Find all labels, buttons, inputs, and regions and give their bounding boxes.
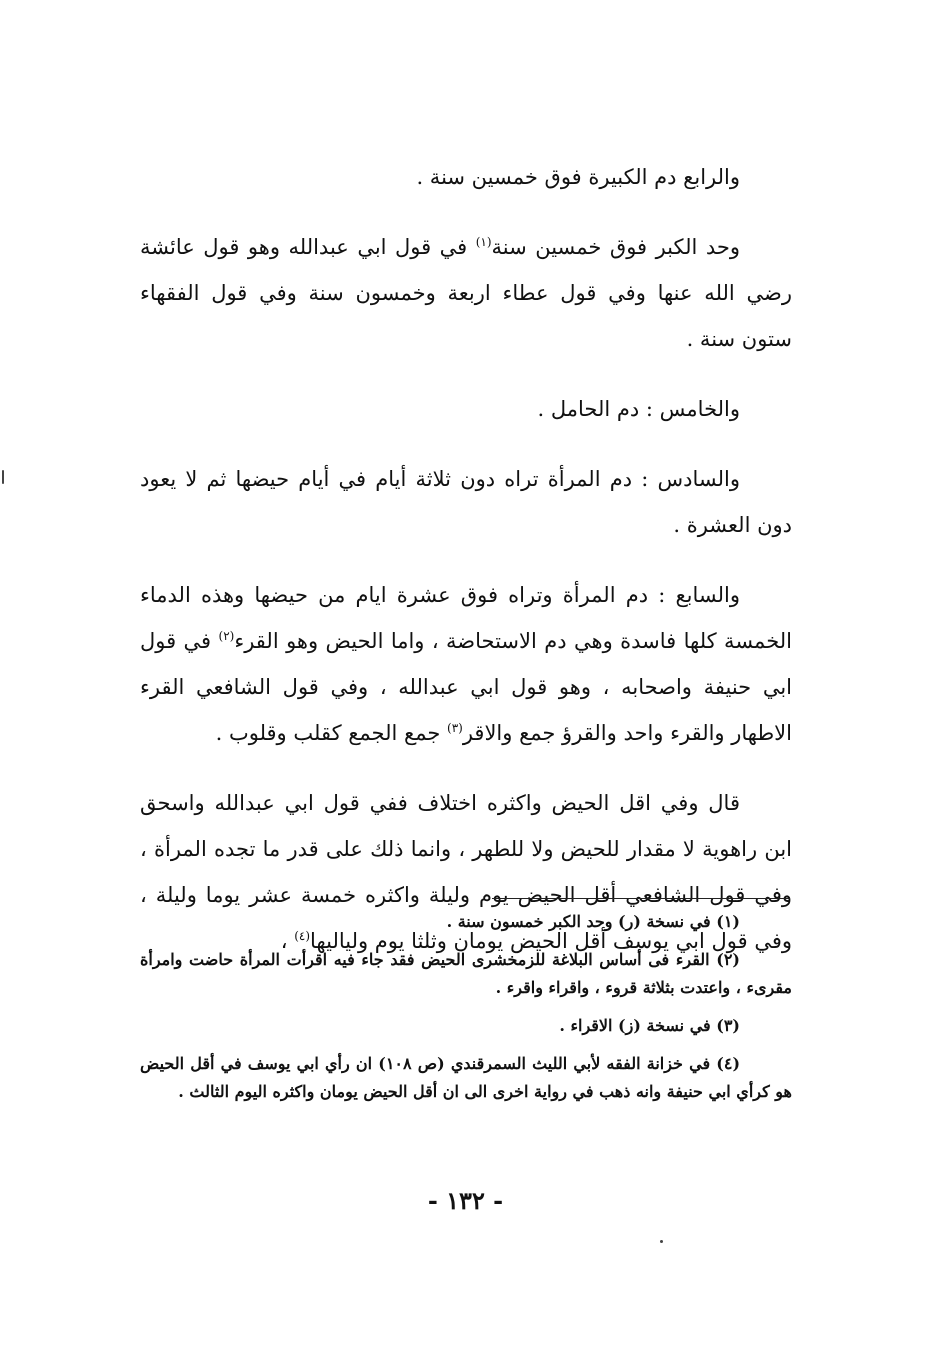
footnote-mark-1: (١) — [475, 235, 492, 249]
paragraph-1: والرابع دم الكبيرة فوق خمسين سنة . — [416, 165, 740, 189]
footnote-3: (٣) في نسخة (ز) الاقراء . — [559, 1016, 740, 1035]
paragraph-6: قال وفي اقل الحيض واكثره اختلاف ففي قول ابي عبدالله واسحق ابن راهوية لا مقدار للحيض ولا للطهر ، وانما ذلك على قدر ما تجده المرأة ، وفي قول الشافعي أقل الحيض يوم وليلة واكثره خمسة عشر يوما وليلة ، وفي قول ابي يوسف أقل الحيض يومان وثلثا يوم ولياليها$^{(٤)}$ ، — [140, 791, 792, 953]
paragraph-4: والسادس : دم المرأة تراه دون ثلاثة أيام في أيام حيضها ثم لا يعود دون العشرة . — [140, 467, 792, 537]
footnote-separator — [492, 898, 790, 899]
footnote-1: (١) في نسخة (ر) وحد الكبر خمسون سنة . — [446, 912, 740, 931]
page-number: - ١٣٢ - — [427, 1186, 504, 1215]
footnote-4: (٤) في خزانة الفقه لأبي الليث السمرقندي (ص ١٠٨) ان رأي ابي يوسف في أقل الحيض هو كرأي ابي حنيفة وانه ذهب في رواية اخرى الى ان أقل الحيض يومان واكثره اليوم الثالث . — [140, 1054, 792, 1101]
footnotes — [140, 908, 792, 1116]
footnote-mark-3: (٣) — [447, 721, 463, 735]
footnote-mark-2: (٢) — [218, 629, 235, 643]
paragraph-2: وحد الكبر فوق خمسين سنة$^{(١)}$ في قول ابي عبدالله وهو قول عائشة رضي الله عنها وفي قول عطاء اربعة وخمسون سنة وفي قول الفقهاء ستون سنة . — [140, 235, 792, 351]
paragraph-5: والسابع : دم المرأة وتراه فوق عشرة ايام من حيضها وهذه الدماء الخمسة كلها فاسدة وهي دم الاستحاضة ، واما الحيض وهو القرء$^{(٢)}$ في قول ابي حنيفة واصحابه ، وهو قول ابي عبدالله ، وفي قول الشافعي القرء الاطهار والقرء واحد والقرؤ جمع والاقر$^{(٣)}$ جمع الجمع كقلب وقلوب . — [140, 583, 792, 745]
paragraph-3: والخامس : دم الحامل . — [537, 397, 740, 421]
scan-edge-mark — [2, 470, 4, 484]
footnote-2: (٢) القرء فى أساس البلاغة للزمخشرى الحيض فقد جاء فيه اقرأت المرأة حاضت وامرأة مقرىء ، واعتدت بثلاثة قروء ، واقراء واقرء . — [140, 950, 792, 997]
main-text — [140, 154, 792, 964]
scan-speck — [660, 1240, 663, 1243]
footnote-mark-4: (٤) — [294, 929, 311, 943]
